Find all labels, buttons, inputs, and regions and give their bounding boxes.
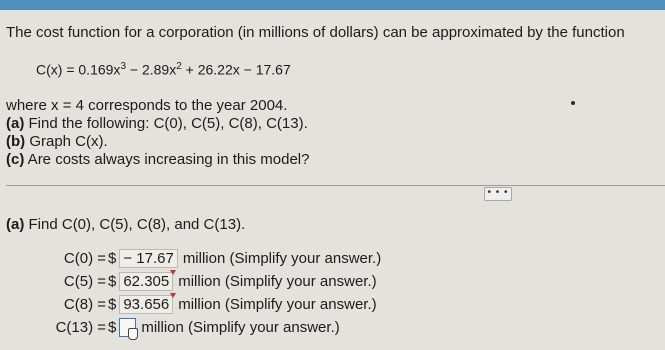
row-label: C(0) = xyxy=(63,249,106,267)
formula-lhs: C(x) = 0.169x xyxy=(36,61,121,78)
problem-where: where x = 4 corresponds to the year 2004. xyxy=(6,96,288,114)
problem-part-a xyxy=(6,115,656,133)
dollar-sign: $ xyxy=(108,295,117,313)
row-label: C(13) = xyxy=(55,318,106,336)
answer-row-c8 xyxy=(6,293,656,316)
answer-row-c13 xyxy=(6,316,656,339)
part-b-label: (b) xyxy=(6,132,26,150)
section-divider xyxy=(6,185,665,186)
incorrect-mark-icon xyxy=(170,293,176,298)
top-bar xyxy=(0,0,665,10)
row-suffix: million (Simplify your answer.) xyxy=(178,295,377,313)
row-suffix: million (Simplify your answer.) xyxy=(178,272,377,290)
problem-intro: The cost function for a corporation (in millions of dollars) can be approximated by the function xyxy=(6,24,625,41)
expand-more-button[interactable]: • • • xyxy=(484,187,512,201)
problem-part-b xyxy=(6,133,656,151)
answer-value: 62.305 xyxy=(123,273,170,290)
part-c-text: Are costs always increasing in this model? xyxy=(24,150,310,168)
answer-row-c0 xyxy=(6,247,656,270)
dollar-sign: $ xyxy=(108,318,117,336)
answer-section xyxy=(6,216,656,339)
part-a-label: (a) xyxy=(6,114,25,132)
answer-field-c5[interactable] xyxy=(119,272,173,291)
formula-rest: + 26.22x − 17.67 xyxy=(181,61,291,78)
answer-heading-text: Find C(0), C(5), C(8), and C(13). xyxy=(24,216,246,233)
dollar-sign: $ xyxy=(108,249,117,267)
cost-formula xyxy=(36,58,656,79)
answer-rows xyxy=(6,247,656,339)
formula-exponent-2: 2 xyxy=(176,61,182,72)
answer-input-c13[interactable] xyxy=(119,318,136,337)
dollar-sign: $ xyxy=(108,272,117,290)
row-label: C(8) = xyxy=(63,295,106,313)
answer-field-c8[interactable] xyxy=(119,295,173,314)
cursor-dot xyxy=(571,101,575,105)
answer-value: 93.656 xyxy=(123,296,170,313)
row-suffix: million (Simplify your answer.) xyxy=(141,318,340,336)
row-label: C(5) = xyxy=(63,272,106,290)
answer-field-c0[interactable] xyxy=(119,249,177,268)
answer-heading xyxy=(6,216,656,234)
answer-heading-label: (a) xyxy=(6,216,25,233)
incorrect-mark-icon xyxy=(170,270,176,275)
pointer-cursor-icon xyxy=(128,328,138,340)
answer-value: − 17.67 xyxy=(123,250,174,267)
problem-statement xyxy=(6,24,656,169)
answer-row-c5 xyxy=(6,270,656,293)
part-a-text: Find the following: C(0), C(5), C(8), C(13). xyxy=(24,114,308,132)
part-c-label: (c) xyxy=(6,150,25,168)
row-suffix: million (Simplify your answer.) xyxy=(182,249,382,267)
formula-exponent-3: 3 xyxy=(120,61,126,72)
part-b-text: Graph C(x). xyxy=(25,132,108,150)
formula-middle: − 2.89x xyxy=(126,61,177,78)
problem-part-c xyxy=(6,151,656,169)
